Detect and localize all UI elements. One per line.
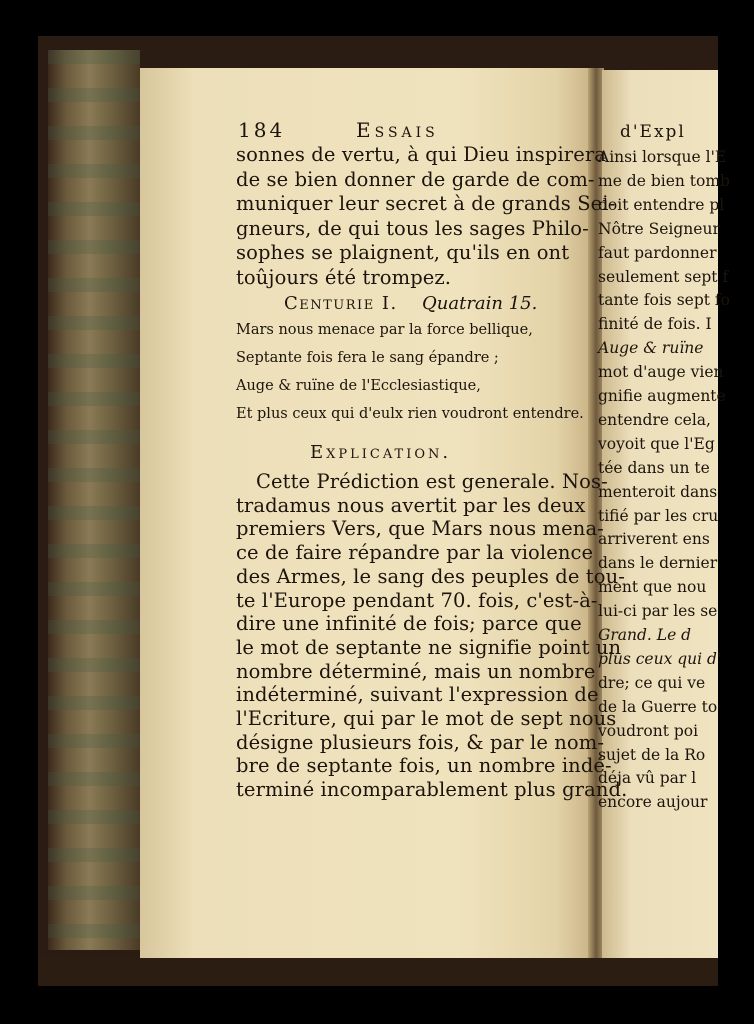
- right-page-line: sujet de la Ro: [598, 745, 706, 764]
- right-page-line: voyoit que l'Eg: [598, 434, 715, 453]
- right-page: [598, 70, 730, 960]
- explication-line: bre de septante fois, un nombre indé-: [236, 754, 612, 778]
- quatrain-label: Quatrain 15.: [422, 293, 538, 314]
- explication-line: premiers Vers, que Mars nous mena-: [236, 517, 604, 541]
- right-page-line: Auge & ruïne: [598, 339, 704, 358]
- right-page-line: gnifie augmente: [598, 387, 726, 405]
- explication-heading: Explication.: [310, 442, 452, 463]
- page-edges: [48, 50, 140, 950]
- explication-line: dire une infinité de fois; parce que: [236, 612, 582, 636]
- paragraph-line: toûjours été trompez.: [236, 265, 452, 289]
- right-page-line: finité de fois. I: [598, 315, 712, 334]
- right-page-line: de la Guerre to: [598, 697, 718, 716]
- explication-line: indéterminé, suivant l'expression de: [236, 683, 599, 707]
- right-running-head: d'Expl: [620, 122, 686, 142]
- right-page-line: tée dans un te: [598, 458, 710, 477]
- right-page-line: faut pardonner: [598, 243, 717, 262]
- right-page-line: tante fois sept fo: [598, 291, 730, 310]
- right-page-line: dre; ce qui ve: [598, 673, 706, 692]
- explication-line: nombre déterminé, mais un nombre: [236, 659, 596, 683]
- explication-line: l'Ecriture, qui par le mot de sept nous: [236, 707, 617, 730]
- right-page-line: Nôtre Seigneur: [598, 219, 720, 238]
- right-page-line: mot d'auge vien: [598, 363, 724, 382]
- page-number: 184: [238, 118, 286, 142]
- verse-line: Mars nous menace par la force bellique,: [236, 322, 533, 338]
- paragraph-line: muniquer leur secret à de grands Sei-: [236, 192, 616, 215]
- right-page-line: voudront poi: [598, 721, 699, 740]
- running-head: Essais: [356, 118, 439, 142]
- right-page-line: encore aujour: [598, 793, 708, 812]
- centurie-heading: Centurie I.: [284, 293, 398, 314]
- explication-line: le mot de septante ne signifie point un: [236, 635, 622, 659]
- right-page-line: dans le dernier: [598, 554, 718, 573]
- explication-line: Cette Prédiction est generale. Nos-: [256, 470, 608, 493]
- right-page-line: tifié par les cru: [598, 506, 719, 525]
- book-bottom: [38, 958, 718, 986]
- explication-line: terminé incomparablement plus grand.: [236, 778, 628, 802]
- paragraph-line: sonnes de vertu, à qui Dieu inspirera: [236, 143, 607, 166]
- explication-line: désigne plusieurs fois, & par le nom-: [236, 730, 605, 754]
- explication-line: ce de faire répandre par la violence: [236, 541, 594, 565]
- right-page-line: Ainsi lorsque l'E: [598, 148, 727, 166]
- explication-line: des Armes, le sang des peuples de tou-: [236, 564, 625, 588]
- right-page-line: déja vû par l: [598, 769, 697, 788]
- right-page-line: menteroit dans: [598, 482, 718, 501]
- right-page-line: entendre cela,: [598, 410, 711, 429]
- right-page-line: lui-ci par les se: [598, 602, 718, 621]
- right-page-line: doit entendre pl: [598, 195, 725, 214]
- verse-line: Septante fois fera le sang épandre ;: [236, 350, 499, 366]
- verse-line: Et plus ceux qui d'eulx rien voudront entendre.: [236, 406, 584, 422]
- verse-line: Auge & ruïne de l'Ecclesiastique,: [236, 378, 481, 394]
- explication-line: tradamus nous avertit par les deux: [236, 493, 586, 517]
- right-page-line: Grand. Le d: [598, 626, 692, 644]
- right-page-line: plus ceux qui d': [598, 649, 722, 668]
- right-page-line: ment que nou: [598, 578, 707, 597]
- paragraph-line: sophes se plaignent, qu'ils en ont: [236, 241, 570, 264]
- right-page-line: seulement sept f: [598, 267, 729, 286]
- explication-line: te l'Europe pendant 70. fois, c'est-à-: [236, 588, 598, 612]
- right-page-line: me de bien tomb: [598, 171, 730, 190]
- paragraph-line: gneurs, de qui tous les sages Philo-: [236, 216, 589, 240]
- paragraph-line: de se bien donner de garde de com-: [236, 167, 595, 191]
- right-page-line: arriverent ens: [598, 530, 710, 549]
